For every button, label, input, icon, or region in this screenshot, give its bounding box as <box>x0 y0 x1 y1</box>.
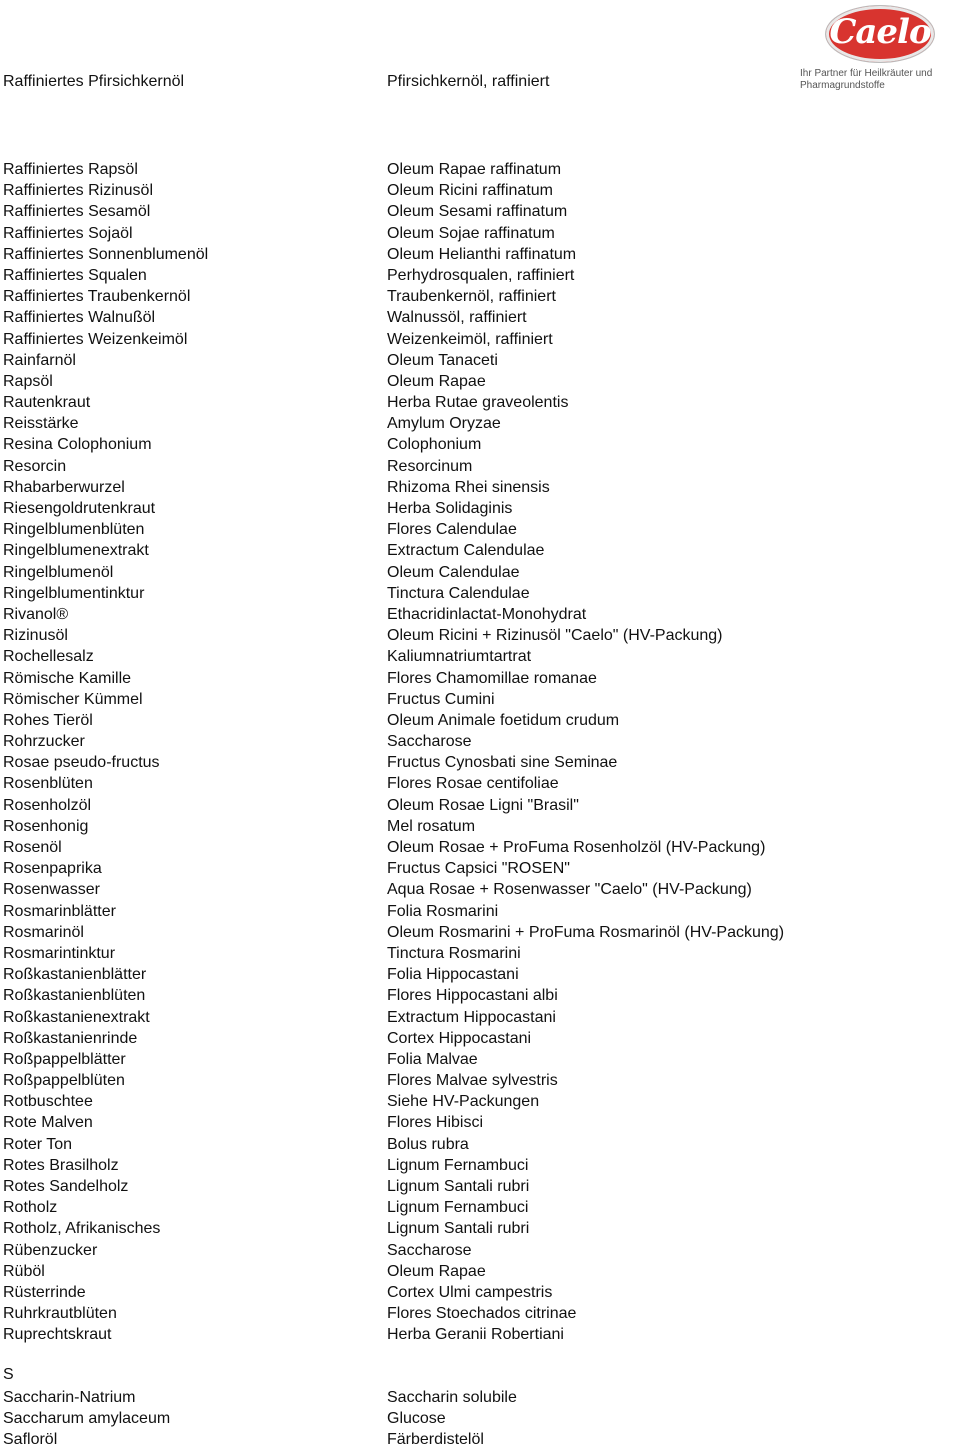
list-item <box>0 180 960 201</box>
list-item <box>0 329 960 350</box>
list-item <box>0 159 960 180</box>
logo-tagline-line2: Pharmagrundstoffe <box>800 80 885 91</box>
entry-german: Ringelblumenöl <box>3 563 114 581</box>
list-item <box>0 350 960 371</box>
entry-latin: Herba Rutae graveolentis <box>387 394 569 412</box>
entry-latin: Rhizoma Rhei sinensis <box>387 478 550 496</box>
entry-german: Rosenhonig <box>3 817 89 835</box>
entry-german: Ringelblumenblüten <box>3 521 145 539</box>
entry-german: Rivanol® <box>3 605 69 623</box>
entry-german: Rosmarinöl <box>3 923 84 941</box>
list-item <box>0 689 960 710</box>
entry-german: Rohrzucker <box>3 733 85 751</box>
logo-tagline-line1: Ihr Partner für Heilkräuter und <box>800 68 933 79</box>
entry-latin: Flores Hippocastani albi <box>387 987 558 1005</box>
entry-latin: Lignum Santali rubri <box>387 1220 530 1238</box>
entry-latin: Glucose <box>387 1410 446 1428</box>
entry-german: Ruhrkrautblüten <box>3 1305 117 1323</box>
entry-german: Ruprechtskraut <box>3 1326 112 1344</box>
list-item <box>0 434 960 455</box>
entry-german: Rosenholzöl <box>3 796 92 814</box>
entry-latin: Extractum Hippocastani <box>387 1008 556 1026</box>
entry-latin: Traubenkernöl, raffiniert <box>387 288 556 306</box>
list-item <box>0 201 960 222</box>
entry-german: Raffiniertes Pfirsichkernöl <box>3 73 185 90</box>
entry-german: Römischer Kümmel <box>3 690 143 708</box>
list-item <box>0 773 960 794</box>
list-item <box>0 901 960 922</box>
list-item <box>0 985 960 1006</box>
entry-german: Rüböl <box>3 1262 45 1280</box>
list-item <box>0 1324 960 1345</box>
list-item <box>0 816 960 837</box>
entry-latin: Oleum Calendulae <box>387 563 520 581</box>
entry-german: Rotholz <box>3 1199 58 1217</box>
entry-german: Raffiniertes Squalen <box>3 266 147 284</box>
list-item <box>0 1091 960 1112</box>
entry-german: Raffiniertes Rizinusöl <box>3 182 153 200</box>
list-item <box>0 646 960 667</box>
entry-latin: Fructus Capsici "ROSEN" <box>387 860 570 878</box>
entry-latin: Oleum Sojae raffinatum <box>387 224 555 242</box>
list-item <box>0 1261 960 1282</box>
list-item <box>0 879 960 900</box>
entry-german: Raffiniertes Traubenkernöl <box>3 288 191 306</box>
list-item <box>0 1155 960 1176</box>
entry-latin: Oleum Rapae raffinatum <box>387 161 562 178</box>
list-item <box>0 1007 960 1028</box>
entry-german: Rosenöl <box>3 839 62 856</box>
entry-latin: Flores Calendulae <box>387 521 517 539</box>
entry-german: Rosae pseudo-fructus <box>3 754 160 772</box>
entry-latin: Resorcinum <box>387 457 473 475</box>
list-item <box>0 922 960 943</box>
entry-latin: Oleum Ricini raffinatum <box>387 182 553 200</box>
entry-german: Rosenblüten <box>3 775 93 793</box>
list-item <box>0 244 960 265</box>
entry-german: Rautenkraut <box>3 394 91 412</box>
entry-german: Saccharum amylaceum <box>3 1410 171 1428</box>
entry-latin: Oleum Helianthi raffinatum <box>387 245 577 263</box>
entry-latin: Folia Rosmarini <box>387 902 499 920</box>
entry-german: Rotbuschtee <box>3 1093 93 1111</box>
entry-latin: Lignum Fernambuci <box>387 1156 529 1174</box>
entry-german: Rosmarintinktur <box>3 944 116 962</box>
entry-latin: Tinctura Rosmarini <box>387 944 521 962</box>
list-item <box>0 413 960 434</box>
entry-latin: Herba Geranii Robertiani <box>387 1326 564 1344</box>
entry-latin: Cortex Ulmi campestris <box>387 1283 553 1301</box>
list-item <box>0 307 960 328</box>
entry-german: Roßkastanienblüten <box>3 987 146 1005</box>
entry-latin: Weizenkeimöl, raffiniert <box>387 330 553 348</box>
entry-german: Reisstärke <box>3 415 79 433</box>
entry-latin: Tinctura Calendulae <box>387 584 530 602</box>
entry-german: Resina Colophonium <box>3 436 152 454</box>
entry-german: Rosenpaprika <box>3 860 102 878</box>
entry-latin: Folia Hippocastani <box>387 966 519 984</box>
entry-latin: Siehe HV-Packungen <box>387 1093 540 1111</box>
entry-latin: Oleum Tanaceti <box>387 351 498 369</box>
entry-german: Ringelblumentinktur <box>3 584 145 602</box>
entry-latin: Cortex Hippocastani <box>387 1029 532 1047</box>
entry-german: Resorcin <box>3 457 67 475</box>
entry-latin: Walnussöl, raffiniert <box>387 309 527 327</box>
entry-latin: Oleum Rapae <box>387 1262 486 1280</box>
entry-german: Rapsöl <box>3 372 53 390</box>
entry-german: Rosmarinblätter <box>3 902 116 920</box>
entry-german: Römische Kamille <box>3 669 132 687</box>
entry-german: Safloröl <box>3 1431 58 1449</box>
entry-latin: Lignum Fernambuci <box>387 1199 529 1217</box>
list-item <box>0 540 960 561</box>
list-item <box>0 456 960 477</box>
entry-german: Rosenwasser <box>3 881 100 899</box>
entry-german: Riesengoldrutenkraut <box>3 500 156 517</box>
entry-german: Raffiniertes Sojaöl <box>3 224 133 242</box>
logo-brand: Caelo <box>829 12 931 52</box>
list-item <box>0 668 960 689</box>
entry-german: Roßkastanienrinde <box>3 1029 138 1047</box>
list-item <box>0 223 960 244</box>
entries-list-r <box>0 159 960 1346</box>
entry-latin: Oleum Rosmarini + ProFuma Rosmarinöl (HV-Packung) <box>387 923 785 941</box>
list-item <box>0 625 960 646</box>
list-item <box>0 1134 960 1155</box>
list-item <box>0 837 960 858</box>
entry-latin: Flores Malvae sylvestris <box>387 1072 558 1090</box>
list-item <box>0 583 960 604</box>
entry-latin: Flores Stoechados citrinae <box>387 1305 577 1323</box>
entry-latin: Mel rosatum <box>387 817 476 835</box>
list-item <box>0 371 960 392</box>
logo-tagline <box>800 68 958 92</box>
entries-list-s <box>0 1387 960 1451</box>
entry-latin: Flores Hibisci <box>387 1114 484 1132</box>
entry-german: Raffiniertes Rapsöl <box>3 161 138 178</box>
list-item <box>0 1028 960 1049</box>
list-item <box>0 562 960 583</box>
list-item <box>0 1176 960 1197</box>
list-item <box>0 1429 960 1450</box>
list-item <box>0 1070 960 1091</box>
entry-german: Roßpappelblüten <box>3 1072 125 1090</box>
list-item <box>0 286 960 307</box>
entry-german: Ringelblumenextrakt <box>3 542 149 560</box>
entry-latin: Saccharin solubile <box>387 1389 517 1406</box>
entry-latin: Perhydrosqualen, raffiniert <box>387 266 575 284</box>
entry-latin: Flores Rosae centifoliae <box>387 775 559 793</box>
entry-german: Roßpappelblätter <box>3 1050 126 1068</box>
entry-german: Rotes Brasilholz <box>3 1156 119 1174</box>
list-item <box>0 1303 960 1324</box>
entry-german: Rhabarberwurzel <box>3 478 125 496</box>
entry-latin: Oleum Rosae + ProFuma Rosenholzöl (HV-Packung) <box>387 839 766 856</box>
entry-latin: Flores Chamomillae romanae <box>387 669 597 687</box>
entry-german: Rüsterrinde <box>3 1283 86 1301</box>
list-item <box>0 795 960 816</box>
list-item <box>0 1197 960 1218</box>
list-item <box>0 604 960 625</box>
list-item <box>0 731 960 752</box>
list-item <box>0 519 960 540</box>
entry-german: Raffiniertes Sonnenblumenöl <box>3 245 209 263</box>
entry-latin: Colophonium <box>387 436 482 454</box>
entry-latin: Oleum Animale foetidum crudum <box>387 711 620 729</box>
entry-latin: Extractum Calendulae <box>387 542 545 560</box>
entry-latin: Fructus Cynosbati sine Seminae <box>387 754 618 772</box>
list-item <box>0 1112 960 1133</box>
caelo-logo <box>800 6 958 96</box>
entry-latin: Amylum Oryzae <box>387 415 501 433</box>
entry-german: Rainfarnöl <box>3 351 76 369</box>
list-item <box>0 752 960 773</box>
entry-latin: Kaliumnatriumtartrat <box>387 648 532 666</box>
entry-german: Raffiniertes Walnußöl <box>3 309 156 327</box>
entry-latin: Fructus Cumini <box>387 690 495 708</box>
entry-german: Raffiniertes Sesamöl <box>3 203 151 221</box>
list-item <box>0 1240 960 1261</box>
list-item <box>0 477 960 498</box>
entry-german: Roter Ton <box>3 1135 73 1153</box>
entry-german: Raffiniertes Weizenkeimöl <box>3 330 188 348</box>
entry-latin: Aqua Rosae + Rosenwasser "Caelo" (HV-Packung) <box>387 881 752 899</box>
entry-latin: Ethacridinlactat-Monohydrat <box>387 605 587 623</box>
list-item <box>0 943 960 964</box>
entry-latin: Oleum Rapae <box>387 372 486 390</box>
entry-latin: Herba Solidaginis <box>387 500 513 517</box>
entry-german: Roßkastanienextrakt <box>3 1008 150 1026</box>
entry-latin: Bolus rubra <box>387 1135 469 1153</box>
section-letter: S <box>3 1366 14 1383</box>
entry-latin: Färberdistelöl <box>387 1431 484 1449</box>
entry-latin: Saccharose <box>387 1241 472 1259</box>
entry-latin: Oleum Sesami raffinatum <box>387 203 568 221</box>
entry-german: Rotes Sandelholz <box>3 1178 129 1195</box>
entry-german: Rote Malven <box>3 1114 93 1132</box>
list-item <box>0 1049 960 1070</box>
list-item <box>0 265 960 286</box>
list-item <box>0 498 960 519</box>
entry-latin: Oleum Rosae Ligni "Brasil" <box>387 796 579 814</box>
list-item <box>0 964 960 985</box>
entry-latin: Oleum Ricini + Rizinusöl "Caelo" (HV-Packung) <box>387 627 723 645</box>
list-item <box>0 1387 960 1408</box>
entry-german: Rübenzucker <box>3 1241 98 1259</box>
list-item <box>0 858 960 879</box>
entry-german: Rochellesalz <box>3 648 94 666</box>
entry-german: Roßkastanienblätter <box>3 966 147 984</box>
entry-latin: Folia Malvae <box>387 1050 478 1068</box>
list-item <box>0 1408 960 1429</box>
list-item <box>0 1218 960 1239</box>
entry-latin: Saccharose <box>387 733 472 751</box>
list-item <box>0 1282 960 1303</box>
entry-latin: Lignum Santali rubri <box>387 1178 530 1195</box>
entry-german: Rohes Tieröl <box>3 711 93 729</box>
entry-german: Rotholz, Afrikanisches <box>3 1220 161 1238</box>
entry-latin: Pfirsichkernöl, raffiniert <box>387 73 550 90</box>
entry-german: Rizinusöl <box>3 627 68 645</box>
entry-german: Saccharin-Natrium <box>3 1389 136 1406</box>
list-item <box>0 710 960 731</box>
header-entry <box>0 73 800 95</box>
list-item <box>0 392 960 413</box>
